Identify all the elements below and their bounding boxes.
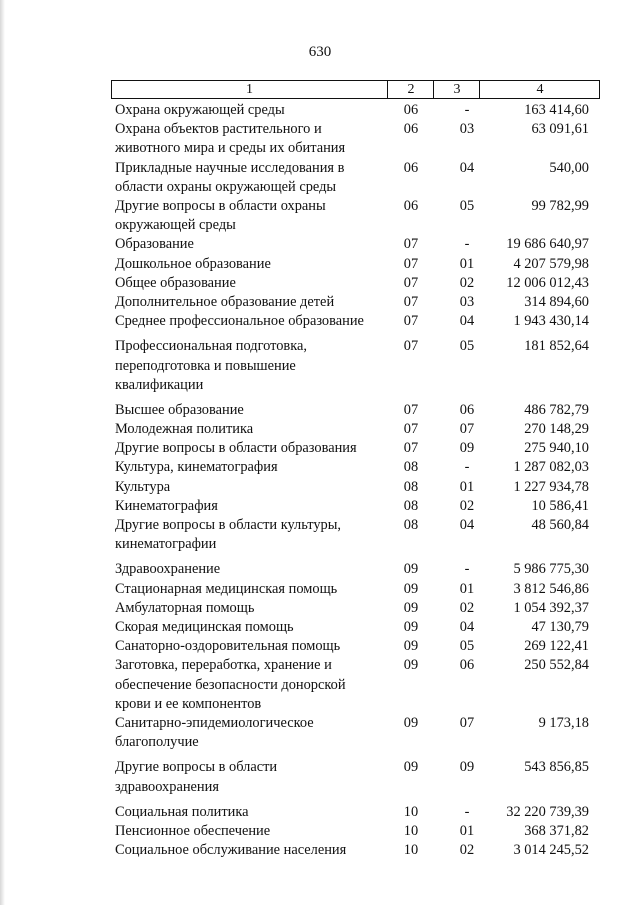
subsection-code-cell: 04 bbox=[459, 517, 475, 534]
table-row bbox=[0, 235, 640, 254]
row-name-line: Дополнительное образование детей bbox=[115, 293, 335, 310]
row-name-cell bbox=[115, 439, 390, 458]
row-name-line: Прикладные научные исследования в bbox=[115, 159, 345, 176]
row-name-line: кинематографии bbox=[115, 536, 217, 553]
row-name-line: Кинематография bbox=[115, 497, 218, 514]
subsection-code-cell: 01 bbox=[459, 822, 475, 839]
row-name-line: Другие вопросы в области bbox=[115, 759, 278, 776]
row-name-cell bbox=[115, 516, 390, 554]
section-code-cell: 09 bbox=[403, 638, 419, 655]
row-name-cell bbox=[115, 293, 390, 312]
table-row bbox=[0, 274, 640, 293]
row-name-line: Здравоохранение bbox=[115, 561, 221, 578]
amount-cell: 181 852,64 bbox=[524, 338, 589, 355]
table-row bbox=[0, 293, 640, 312]
subsection-code-cell: - bbox=[464, 561, 470, 578]
section-code-cell: 10 bbox=[403, 803, 419, 820]
section-code-cell: 08 bbox=[403, 517, 419, 534]
subsection-code-cell: 07 bbox=[459, 421, 475, 438]
subsection-code-cell: - bbox=[464, 236, 470, 253]
table-row bbox=[0, 420, 640, 439]
amount-cell: 19 686 640,97 bbox=[506, 236, 589, 253]
subsection-code-cell: 03 bbox=[459, 121, 475, 138]
header-col-1: 1 bbox=[246, 82, 253, 97]
amount-cell: 314 894,60 bbox=[524, 293, 589, 310]
row-name-line: Охрана окружающей среды bbox=[115, 102, 285, 118]
header-col-3: 3 bbox=[433, 81, 480, 98]
section-code-cell: 08 bbox=[403, 497, 419, 514]
subsection-code-cell: 02 bbox=[459, 599, 475, 616]
amount-cell: 486 782,79 bbox=[524, 401, 589, 418]
row-name-line: Социальная политика bbox=[115, 803, 249, 820]
amount-cell: 4 207 579,98 bbox=[513, 255, 589, 272]
table-row bbox=[0, 255, 640, 274]
table-row bbox=[0, 656, 640, 714]
amount-cell: 540,00 bbox=[549, 159, 589, 176]
amount-cell: 275 940,10 bbox=[524, 440, 589, 457]
row-name-cell bbox=[115, 822, 390, 841]
table-row bbox=[0, 197, 640, 235]
table-row bbox=[0, 337, 640, 395]
amount-cell: 270 148,29 bbox=[524, 421, 589, 438]
table-row bbox=[0, 478, 640, 497]
subsection-code-cell: 05 bbox=[459, 638, 475, 655]
row-name-line: обеспечение безопасности донорской bbox=[115, 676, 346, 693]
row-name-cell bbox=[115, 758, 390, 796]
table-row bbox=[0, 497, 640, 516]
table-row bbox=[0, 458, 640, 477]
amount-cell: 1 227 934,78 bbox=[513, 478, 589, 495]
section-code-cell: 09 bbox=[403, 580, 419, 597]
subsection-code-cell: 09 bbox=[459, 440, 475, 457]
table-row bbox=[0, 312, 640, 331]
section-code-cell: 07 bbox=[403, 236, 419, 253]
row-name-line: Заготовка, переработка, хранение и bbox=[115, 657, 332, 674]
row-name-line: Охрана объектов растительного и bbox=[115, 121, 322, 138]
amount-cell: 269 122,41 bbox=[524, 638, 589, 655]
row-name-line: Другие вопросы в области образования bbox=[115, 440, 357, 457]
row-name-line: переподготовка и повышение bbox=[115, 357, 296, 374]
subsection-code-cell: 05 bbox=[459, 338, 475, 355]
row-name-cell bbox=[115, 841, 390, 860]
amount-cell: 368 371,82 bbox=[524, 822, 589, 839]
section-code-cell: 10 bbox=[403, 842, 419, 859]
section-code-cell: 09 bbox=[403, 759, 419, 776]
section-code-cell: 06 bbox=[403, 159, 419, 176]
row-name-line: Дошкольное образование bbox=[115, 255, 271, 272]
subsection-code-cell: 01 bbox=[459, 255, 475, 272]
amount-cell: 250 552,84 bbox=[524, 657, 589, 674]
row-name-line: Культура, кинематография bbox=[115, 459, 278, 476]
section-code-cell: 08 bbox=[403, 478, 419, 495]
row-name-cell bbox=[115, 255, 390, 274]
table-row bbox=[0, 637, 640, 656]
row-name-cell bbox=[115, 580, 390, 599]
section-code-cell: 07 bbox=[403, 255, 419, 272]
row-name-line: Общее образование bbox=[115, 274, 236, 291]
row-name-line: Другие вопросы в области охраны bbox=[115, 197, 326, 214]
table-row bbox=[0, 714, 640, 752]
row-name-line: Другие вопросы в области культуры, bbox=[115, 517, 341, 534]
row-name-cell bbox=[115, 618, 390, 637]
amount-cell: 543 856,85 bbox=[524, 759, 589, 776]
section-code-cell: 07 bbox=[403, 313, 419, 330]
row-name-line: Социальное обслуживание населения bbox=[115, 842, 347, 859]
subsection-code-cell: 02 bbox=[459, 274, 475, 291]
table-row bbox=[0, 822, 640, 841]
section-code-cell: 09 bbox=[403, 714, 419, 731]
amount-cell: 3 014 245,52 bbox=[513, 842, 589, 859]
section-code-cell: 10 bbox=[403, 822, 419, 839]
section-code-cell: 07 bbox=[403, 338, 419, 355]
row-name-cell bbox=[115, 235, 390, 254]
section-code-cell: 06 bbox=[403, 197, 419, 214]
amount-cell: 48 560,84 bbox=[531, 517, 589, 534]
row-name-line: благополучие bbox=[115, 734, 199, 751]
row-name-cell bbox=[115, 337, 390, 395]
amount-cell: 10 586,41 bbox=[531, 497, 589, 514]
row-name-line: здравоохранения bbox=[115, 778, 219, 795]
section-code-cell: 09 bbox=[403, 561, 419, 578]
row-name-cell bbox=[115, 312, 390, 331]
subsection-code-cell: 02 bbox=[459, 497, 475, 514]
amount-cell: 1 287 082,03 bbox=[513, 459, 589, 476]
subsection-code-cell: 02 bbox=[459, 842, 475, 859]
section-code-cell: 09 bbox=[403, 657, 419, 674]
table-row bbox=[0, 120, 640, 158]
amount-cell: 3 812 546,86 bbox=[513, 580, 589, 597]
row-name-cell bbox=[115, 599, 390, 618]
row-name-cell bbox=[115, 274, 390, 293]
row-name-line: Высшее образование bbox=[115, 401, 244, 418]
row-name-cell bbox=[115, 120, 390, 158]
amount-cell: 9 173,18 bbox=[538, 714, 589, 731]
row-name-cell bbox=[115, 714, 390, 752]
budget-table-body bbox=[0, 101, 640, 860]
section-code-cell: 06 bbox=[403, 102, 419, 118]
row-name-line: Молодежная политика bbox=[115, 421, 254, 438]
subsection-code-cell: - bbox=[464, 803, 470, 820]
row-name-line: Пенсионное обеспечение bbox=[115, 822, 271, 839]
row-name-cell bbox=[115, 497, 390, 516]
amount-cell: 163 414,60 bbox=[524, 102, 589, 118]
row-name-line: квалификации bbox=[115, 376, 204, 393]
amount-cell: 1 054 392,37 bbox=[513, 599, 589, 616]
table-header-row bbox=[111, 80, 600, 99]
row-name-cell bbox=[115, 560, 390, 579]
section-code-cell: 08 bbox=[403, 459, 419, 476]
subsection-code-cell: 04 bbox=[459, 159, 475, 176]
table-row bbox=[0, 401, 640, 420]
subsection-code-cell: 06 bbox=[459, 657, 475, 674]
row-name-line: Культура bbox=[115, 478, 171, 495]
section-code-cell: 09 bbox=[403, 618, 419, 635]
table-row bbox=[0, 803, 640, 822]
amount-cell: 1 943 430,14 bbox=[513, 313, 589, 330]
table-row bbox=[0, 101, 640, 120]
row-name-line: Профессиональная подготовка, bbox=[115, 338, 307, 355]
row-name-cell bbox=[115, 656, 390, 714]
amount-cell: 32 220 739,39 bbox=[506, 803, 589, 820]
page-number: 630 bbox=[308, 44, 332, 60]
row-name-line: животного мира и среды их обитания bbox=[115, 140, 346, 157]
row-name-line: крови и ее компонентов bbox=[115, 695, 262, 712]
amount-cell: 63 091,61 bbox=[531, 121, 589, 138]
section-code-cell: 06 bbox=[403, 121, 419, 138]
subsection-code-cell: 09 bbox=[459, 759, 475, 776]
row-name-cell bbox=[115, 637, 390, 656]
subsection-code-cell: 01 bbox=[459, 580, 475, 597]
amount-cell: 47 130,79 bbox=[531, 618, 589, 635]
header-col-2: 2 bbox=[387, 81, 434, 98]
row-name-cell bbox=[115, 197, 390, 235]
amount-cell: 5 986 775,30 bbox=[513, 561, 589, 578]
row-name-cell bbox=[115, 420, 390, 439]
row-name-cell bbox=[115, 101, 390, 120]
row-name-cell bbox=[115, 478, 390, 497]
section-code-cell: 07 bbox=[403, 421, 419, 438]
section-code-cell: 07 bbox=[403, 440, 419, 457]
row-name-line: области охраны окружающей среды bbox=[115, 178, 337, 195]
subsection-code-cell: 04 bbox=[459, 313, 475, 330]
row-name-cell bbox=[115, 803, 390, 822]
subsection-code-cell: 07 bbox=[459, 714, 475, 731]
row-name-cell bbox=[115, 159, 390, 197]
section-code-cell: 07 bbox=[403, 293, 419, 310]
header-col-4: 4 bbox=[479, 81, 600, 98]
table-row bbox=[0, 439, 640, 458]
table-row bbox=[0, 758, 640, 796]
table-row bbox=[0, 599, 640, 618]
row-name-line: Амбулаторная помощь bbox=[115, 599, 255, 616]
row-name-line: Стационарная медицинская помощь bbox=[115, 580, 338, 597]
table-row bbox=[0, 618, 640, 637]
row-name-line: Скорая медицинская помощь bbox=[115, 618, 294, 635]
row-name-line: Образование bbox=[115, 236, 194, 253]
amount-cell: 12 006 012,43 bbox=[506, 274, 589, 291]
subsection-code-cell: 04 bbox=[459, 618, 475, 635]
subsection-code-cell: 06 bbox=[459, 401, 475, 418]
table-row bbox=[0, 580, 640, 599]
row-name-line: Среднее профессиональное образование bbox=[115, 313, 364, 330]
subsection-code-cell: 01 bbox=[459, 478, 475, 495]
table-row bbox=[0, 560, 640, 579]
subsection-code-cell: 05 bbox=[459, 197, 475, 214]
table-row bbox=[0, 841, 640, 860]
subsection-code-cell: - bbox=[464, 102, 470, 118]
section-code-cell: 07 bbox=[403, 274, 419, 291]
row-name-line: Санаторно-оздоровительная помощь bbox=[115, 638, 341, 655]
table-row bbox=[0, 516, 640, 554]
row-name-cell bbox=[115, 458, 390, 477]
subsection-code-cell: 03 bbox=[459, 293, 475, 310]
section-code-cell: 09 bbox=[403, 599, 419, 616]
amount-cell: 99 782,99 bbox=[531, 197, 589, 214]
table-row bbox=[0, 159, 640, 197]
subsection-code-cell: - bbox=[464, 459, 470, 476]
row-name-line: Санитарно-эпидемиологическое bbox=[115, 714, 314, 731]
row-name-line: окружающей среды bbox=[115, 217, 236, 234]
section-code-cell: 07 bbox=[403, 401, 419, 418]
row-name-cell bbox=[115, 401, 390, 420]
